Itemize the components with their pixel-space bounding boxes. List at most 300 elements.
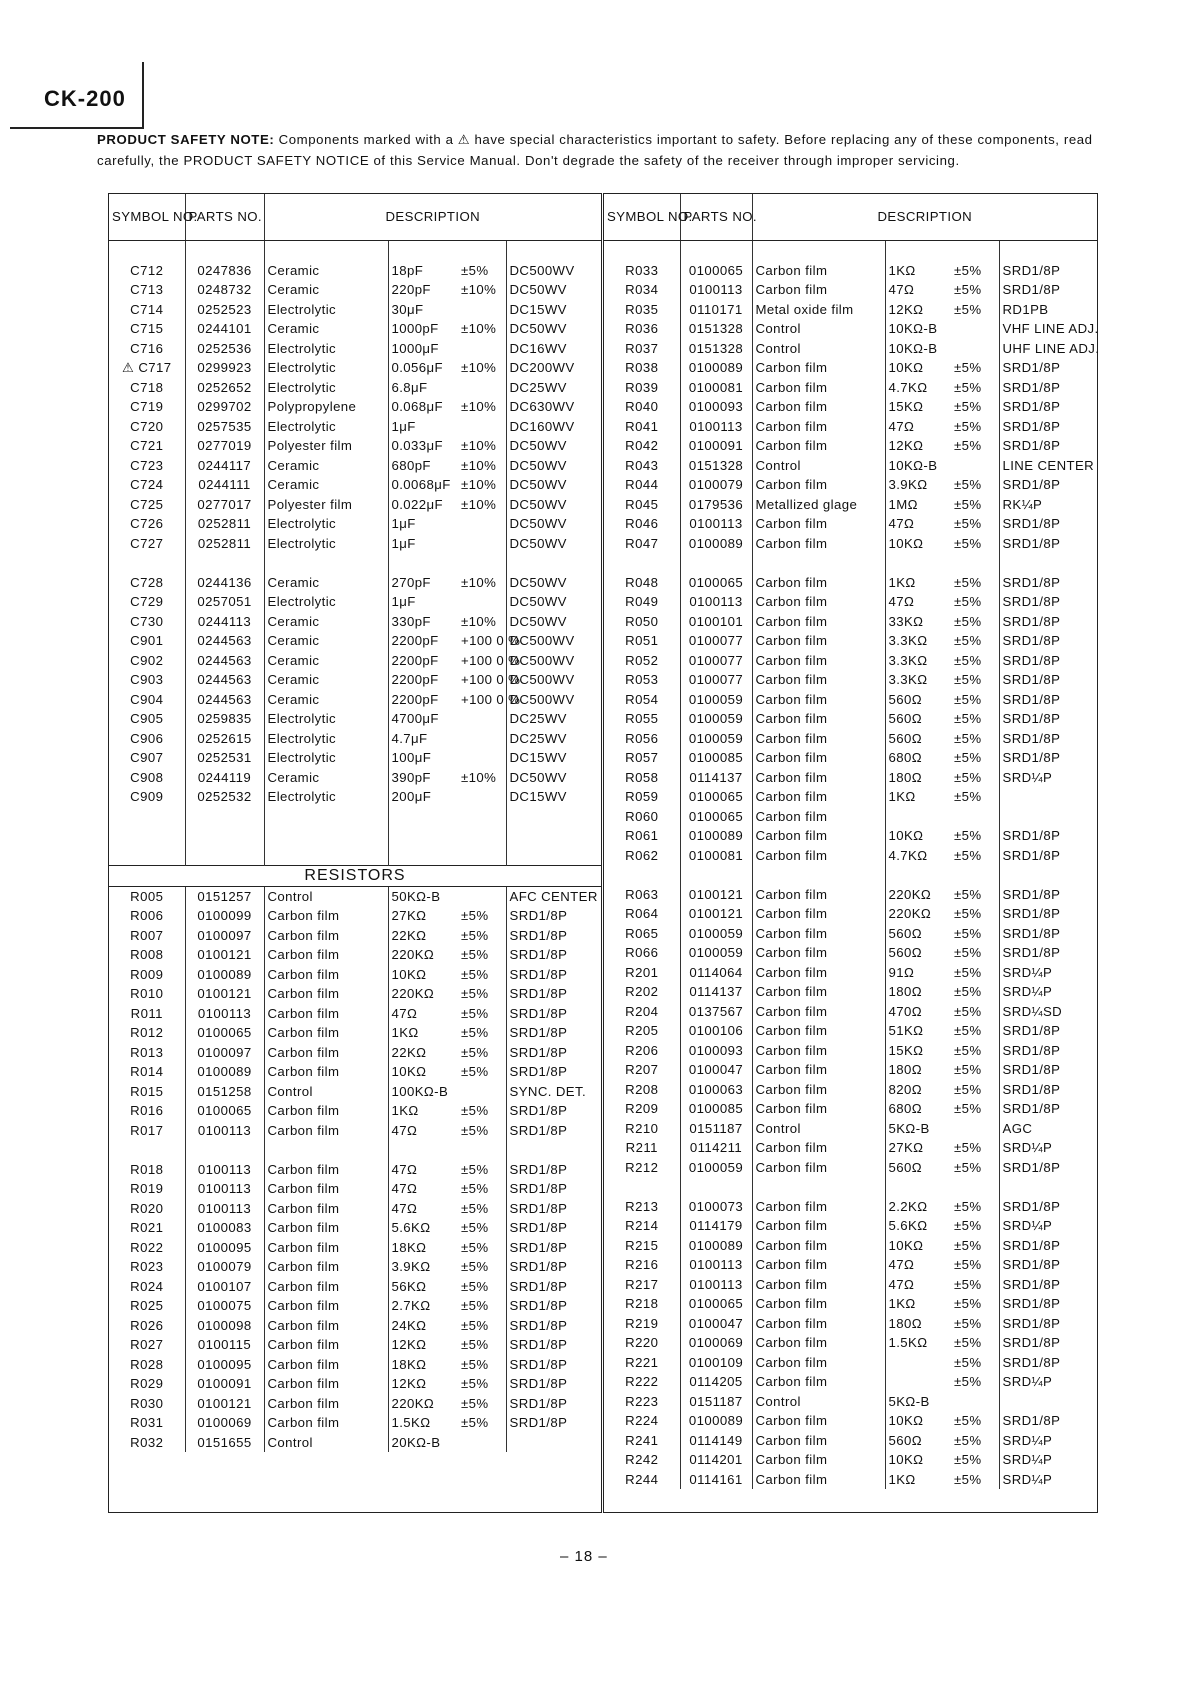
value-cell: 5KΩ-B <box>888 1120 930 1136</box>
value-cell: 2200pF <box>391 672 439 687</box>
part-type-cell: Carbon film <box>752 1041 885 1061</box>
description-column-header: DESCRIPTION <box>752 194 1097 241</box>
rating-cell: DC50WV <box>509 613 567 629</box>
part-type-cell: Ceramic <box>264 631 388 651</box>
part-number-cell: 0100069 <box>185 1413 264 1433</box>
rating-cell <box>506 1433 601 1453</box>
part-type-cell: Carbon film <box>264 1218 388 1238</box>
part-number-cell: 0151187 <box>680 1119 752 1139</box>
tolerance-cell <box>458 378 506 398</box>
part-row <box>604 670 1097 690</box>
spacer-cell <box>458 826 506 846</box>
part-type-cell: Carbon film <box>264 1179 388 1199</box>
part-number-cell: 0100065 <box>185 1023 264 1043</box>
rating-cell: SRD1/8P <box>1002 1296 1061 1311</box>
tolerance-cell: ±5% <box>951 651 999 671</box>
value-cell: 0.022μF <box>391 496 443 512</box>
symbol-cell: C909 <box>109 787 185 807</box>
symbol-cell: R213 <box>604 1197 680 1217</box>
tolerance-cell: ±5% <box>951 1041 999 1061</box>
part-row <box>109 729 601 749</box>
symbol-cell: R009 <box>109 965 185 985</box>
part-type-cell: Carbon film <box>752 1470 885 1490</box>
tolerance-cell: ±5% <box>951 573 999 593</box>
part-number-cell: 0100059 <box>680 709 752 729</box>
part-number-cell: 0259835 <box>185 709 264 729</box>
symbol-cell: C716 <box>109 339 185 359</box>
spacer-cell <box>109 826 185 846</box>
part-row <box>109 339 601 359</box>
rating-cell: SRD1/8P <box>1002 1335 1061 1350</box>
symbol-cell: R062 <box>604 846 680 866</box>
tolerance-cell: ±5% <box>951 1138 999 1158</box>
rating-cell: DC25WV <box>509 379 567 395</box>
rating-cell: SRD1/8P <box>1002 750 1061 765</box>
part-row <box>604 1411 1097 1431</box>
rating-cell: SRD1/8P <box>1002 633 1061 648</box>
symbol-cell: R015 <box>109 1082 185 1102</box>
part-number-cell: 0100095 <box>185 1238 264 1258</box>
tolerance-cell: ±5% <box>458 906 506 926</box>
part-type-cell: Polyester film <box>264 436 388 456</box>
part-row <box>604 475 1097 495</box>
part-number-cell: 0100093 <box>680 1041 752 1061</box>
value-cell: 18KΩ <box>391 1239 427 1255</box>
value-cell: 560Ω <box>888 711 922 726</box>
value-cell: 1000pF <box>391 321 439 336</box>
symbol-cell: R014 <box>109 1062 185 1082</box>
symbol-cell: R060 <box>604 807 680 827</box>
spacer-cell <box>999 553 1097 573</box>
part-number-cell: 0114137 <box>680 982 752 1002</box>
rating-cell: SRD1/8P <box>1002 672 1061 687</box>
tolerance-cell <box>458 787 506 807</box>
value-cell: 4.7μF <box>391 730 428 746</box>
part-type-cell: Carbon film <box>752 1372 885 1392</box>
part-number-cell: 0100079 <box>185 1257 264 1277</box>
rating-cell: DC50WV <box>509 321 567 336</box>
spacer-row <box>109 553 601 573</box>
tolerance-cell: ±5% <box>951 963 999 983</box>
value-cell: 560Ω <box>888 925 922 941</box>
value-cell: 0.056μF <box>391 360 443 375</box>
part-number-cell: 0100065 <box>680 261 752 281</box>
part-row <box>604 1314 1097 1334</box>
part-row <box>604 748 1097 768</box>
part-type-cell: Electrolytic <box>264 417 388 437</box>
part-type-cell: Carbon film <box>752 748 885 768</box>
part-row <box>109 1374 601 1394</box>
part-row <box>604 846 1097 866</box>
part-row <box>109 1199 601 1219</box>
rating-cell: SRD1/8P <box>509 1239 568 1255</box>
tolerance-cell: ±5% <box>458 1121 506 1141</box>
part-type-cell: Ceramic <box>264 573 388 593</box>
symbol-cell: R242 <box>604 1450 680 1470</box>
value-cell: 27KΩ <box>888 1140 924 1155</box>
part-row <box>109 280 601 300</box>
part-number-cell: 0100089 <box>680 358 752 378</box>
part-row <box>109 1335 601 1355</box>
part-row <box>109 456 601 476</box>
value-cell: 47Ω <box>888 282 915 297</box>
rating-cell: AFC CENTER <box>509 888 598 904</box>
part-number-cell: 0100121 <box>185 1394 264 1414</box>
tolerance-cell: ±5% <box>951 514 999 534</box>
value-cell: 100μF <box>391 750 432 765</box>
part-row <box>604 417 1097 437</box>
part-type-cell: Control <box>752 1392 885 1412</box>
symbol-cell: R241 <box>604 1431 680 1451</box>
symbol-cell: R066 <box>604 943 680 963</box>
value-cell: 51KΩ <box>888 1023 924 1038</box>
part-type-cell: Carbon film <box>264 965 388 985</box>
symbol-cell: R007 <box>109 926 185 946</box>
tolerance-cell: ±5% <box>458 1355 506 1375</box>
symbol-cell: R054 <box>604 690 680 710</box>
value-cell: 560Ω <box>888 691 922 707</box>
rating-cell: UHF LINE ADJ. <box>1002 340 1100 356</box>
part-type-cell: Carbon film <box>752 514 885 534</box>
part-type-cell: Carbon film <box>264 1413 388 1433</box>
symbol-cell: C718 <box>109 378 185 398</box>
rating-cell: SRD1/8P <box>509 1200 568 1216</box>
part-row <box>109 397 601 417</box>
value-cell: 220KΩ <box>391 947 435 962</box>
tolerance-cell: ±5% <box>951 436 999 456</box>
value-cell: 47Ω <box>391 1122 418 1138</box>
tolerance-cell: ±10% <box>458 397 506 417</box>
part-type-cell: Carbon film <box>264 1374 388 1394</box>
tolerance-cell: ±10% <box>458 436 506 456</box>
spacer-cell <box>752 553 885 573</box>
value-cell: 1KΩ <box>391 1103 419 1118</box>
tolerance-cell <box>458 1433 506 1453</box>
rating-cell: SRD1/8P <box>1002 399 1061 414</box>
part-type-cell: Carbon film <box>752 1236 885 1256</box>
part-number-cell: 0252811 <box>185 514 264 534</box>
part-type-cell: Carbon film <box>752 807 885 827</box>
part-number-cell: 0100059 <box>680 924 752 944</box>
symbol-cell: R040 <box>604 397 680 417</box>
part-type-cell: Control <box>752 456 885 476</box>
part-number-cell: 0100113 <box>185 1121 264 1141</box>
part-row <box>109 1043 601 1063</box>
spacer-cell <box>264 1140 388 1160</box>
part-row <box>604 982 1097 1002</box>
rating-cell: DC500WV <box>509 633 575 648</box>
tolerance-cell: ±5% <box>951 495 999 515</box>
part-row <box>604 943 1097 963</box>
spacer-cell <box>752 865 885 885</box>
part-row <box>109 1355 601 1375</box>
part-number-cell: 0100063 <box>680 1080 752 1100</box>
part-number-cell: 0100091 <box>680 436 752 456</box>
value-cell: 180Ω <box>888 984 922 999</box>
value-cell: 1μF <box>391 535 416 551</box>
symbol-cell: C908 <box>109 768 185 788</box>
part-row <box>604 729 1097 749</box>
model-title: CK-200 <box>44 86 126 111</box>
spacer-cell <box>506 826 601 846</box>
tolerance-cell: ±5% <box>951 1333 999 1353</box>
rating-cell: SRD¼P <box>1002 1374 1053 1389</box>
part-number-cell: 0257051 <box>185 592 264 612</box>
part-number-cell: 0252532 <box>185 787 264 807</box>
part-type-cell: Polyester film <box>264 495 388 515</box>
rating-cell: SRD1/8P <box>1002 730 1061 746</box>
tolerance-cell: ±5% <box>951 534 999 554</box>
symbol-cell: R048 <box>604 573 680 593</box>
tolerance-cell: ±5% <box>951 748 999 768</box>
tolerance-cell: ±5% <box>951 1002 999 1022</box>
symbol-column-header: SYMBOL NO. <box>604 194 680 241</box>
symbol-cell: R046 <box>604 514 680 534</box>
rating-cell: SRD1/8P <box>1002 379 1061 395</box>
part-type-cell: Electrolytic <box>264 787 388 807</box>
symbol-cell: R207 <box>604 1060 680 1080</box>
part-type-cell: Carbon film <box>752 1197 885 1217</box>
part-row <box>604 1216 1097 1236</box>
section-title: RESISTORS <box>109 866 601 887</box>
rating-cell <box>999 807 1097 827</box>
tolerance-cell: ±5% <box>951 1353 999 1373</box>
rating-cell: SRD1/8P <box>1002 1276 1061 1292</box>
spacer-cell <box>185 553 264 573</box>
part-row <box>604 826 1097 846</box>
part-number-cell: 0100113 <box>185 1179 264 1199</box>
part-number-cell: 0100113 <box>680 514 752 534</box>
part-row <box>109 417 601 437</box>
symbol-cell: R244 <box>604 1470 680 1490</box>
tolerance-cell: ±10% <box>458 495 506 515</box>
spacer-row <box>604 865 1097 885</box>
tolerance-cell: ±5% <box>951 690 999 710</box>
part-number-cell: 0100093 <box>680 397 752 417</box>
rating-cell: SRD1/8P <box>509 966 568 982</box>
part-type-cell: Carbon film <box>264 1101 388 1121</box>
value-cell: 3.9KΩ <box>888 477 928 492</box>
part-row <box>109 495 601 515</box>
part-type-cell: Carbon film <box>752 261 885 281</box>
part-type-cell: Control <box>264 886 388 906</box>
tolerance-cell <box>951 807 999 827</box>
tolerance-cell: ±5% <box>951 709 999 729</box>
part-number-cell: 0100121 <box>185 984 264 1004</box>
tolerance-cell: ±5% <box>458 1316 506 1336</box>
part-row <box>109 1160 601 1180</box>
tolerance-cell: ±5% <box>951 300 999 320</box>
part-row <box>604 1002 1097 1022</box>
value-cell: 2200pF <box>391 652 439 668</box>
rating-cell: SRD1/8P <box>509 1376 568 1391</box>
spacer-row <box>109 826 601 846</box>
value-cell: 2200pF <box>391 691 439 707</box>
tolerance-cell: ±5% <box>951 924 999 944</box>
symbol-cell: C719 <box>109 397 185 417</box>
symbol-cell: R224 <box>604 1411 680 1431</box>
tolerance-cell: ±5% <box>458 1238 506 1258</box>
part-row <box>109 573 601 593</box>
tolerance-cell: ±5% <box>951 729 999 749</box>
tolerance-cell: ±5% <box>951 943 999 963</box>
rating-cell: DC25WV <box>509 711 567 726</box>
part-row <box>109 1433 601 1453</box>
symbol-cell: R026 <box>109 1316 185 1336</box>
part-row <box>109 1413 601 1433</box>
part-number-cell: 0247836 <box>185 261 264 281</box>
part-type-cell: Carbon film <box>752 592 885 612</box>
rating-cell: SRD1/8P <box>1002 438 1061 453</box>
part-type-cell: Ceramic <box>264 768 388 788</box>
part-type-cell: Carbon film <box>752 826 885 846</box>
part-row <box>109 378 601 398</box>
parts-column-header: PARTS NO. <box>185 194 264 241</box>
symbol-cell: R051 <box>604 631 680 651</box>
spacer-cell <box>458 846 506 866</box>
symbol-cell: R216 <box>604 1255 680 1275</box>
value-cell: 15KΩ <box>888 399 924 414</box>
part-type-cell: Carbon film <box>752 904 885 924</box>
tolerance-cell: ±5% <box>458 1394 506 1414</box>
part-type-cell: Carbon film <box>752 787 885 807</box>
value-cell: 1μF <box>391 516 416 531</box>
part-type-cell: Metallized glage <box>752 495 885 515</box>
spacer-cell <box>388 846 458 866</box>
tolerance-cell: ±5% <box>951 826 999 846</box>
part-row <box>109 886 601 906</box>
spacer-cell <box>885 241 951 261</box>
part-number-cell: 0114201 <box>680 1450 752 1470</box>
tolerance-cell <box>458 592 506 612</box>
part-row <box>109 1277 601 1297</box>
tolerance-cell: ±5% <box>458 1062 506 1082</box>
value-cell: 0.0068μF <box>391 477 451 492</box>
tolerance-cell: ±5% <box>951 1431 999 1451</box>
value-cell: 10KΩ <box>888 360 924 375</box>
symbol-cell: R006 <box>109 906 185 926</box>
part-row <box>109 1218 601 1238</box>
part-type-cell: Carbon film <box>752 475 885 495</box>
tolerance-cell: ±5% <box>951 846 999 866</box>
rating-cell: SRD1/8P <box>1002 1062 1061 1077</box>
part-row <box>604 1041 1097 1061</box>
part-type-cell: Carbon film <box>752 1138 885 1158</box>
part-type-cell: Electrolytic <box>264 592 388 612</box>
symbol-cell: R050 <box>604 612 680 632</box>
part-type-cell: Carbon film <box>752 1314 885 1334</box>
rating-cell: SRD1/8P <box>1002 535 1061 551</box>
spacer-cell <box>506 241 601 261</box>
tolerance-cell: ±5% <box>458 1023 506 1043</box>
part-number-cell: 0100095 <box>185 1355 264 1375</box>
symbol-cell: C713 <box>109 280 185 300</box>
symbol-cell: R011 <box>109 1004 185 1024</box>
part-type-cell: Carbon film <box>752 612 885 632</box>
symbol-cell: R031 <box>109 1413 185 1433</box>
spacer-cell <box>752 241 885 261</box>
part-type-cell: Electrolytic <box>264 534 388 554</box>
value-cell: 1KΩ <box>391 1025 419 1040</box>
spacer-cell <box>885 553 951 573</box>
value-cell: 560Ω <box>888 1159 922 1175</box>
part-number-cell: 0151328 <box>680 319 752 339</box>
rating-cell: SRD1/8P <box>1002 847 1061 863</box>
part-row <box>109 748 601 768</box>
part-row <box>604 495 1097 515</box>
value-cell: 18KΩ <box>391 1356 427 1372</box>
part-type-cell: Control <box>264 1433 388 1453</box>
part-number-cell: 0100081 <box>680 846 752 866</box>
symbol-cell: R038 <box>604 358 680 378</box>
part-type-cell: Carbon film <box>752 1255 885 1275</box>
part-type-cell: Carbon film <box>752 963 885 983</box>
title-rule-vertical <box>142 62 144 128</box>
part-number-cell: 0114161 <box>680 1470 752 1490</box>
part-number-cell: 0100089 <box>680 1236 752 1256</box>
part-type-cell: Carbon film <box>752 573 885 593</box>
spacer-cell <box>506 846 601 866</box>
rating-cell: AGC <box>1002 1120 1033 1136</box>
symbol-cell: R222 <box>604 1372 680 1392</box>
rating-cell: SRD1/8P <box>1002 886 1061 902</box>
part-number-cell: 0100091 <box>185 1374 264 1394</box>
part-row <box>109 1296 601 1316</box>
spacer-cell <box>185 846 264 866</box>
symbol-cell: C720 <box>109 417 185 437</box>
tolerance-cell: ±5% <box>951 1294 999 1314</box>
tolerance-cell: ±10% <box>458 280 506 300</box>
value-cell: 560Ω <box>888 945 922 960</box>
part-row <box>604 300 1097 320</box>
symbol-cell: R036 <box>604 319 680 339</box>
part-type-cell: Carbon film <box>264 984 388 1004</box>
symbol-cell: ⚠ C717 <box>109 358 185 378</box>
spacer-cell <box>951 1177 999 1197</box>
symbol-cell: R065 <box>604 924 680 944</box>
value-cell: 100KΩ-B <box>391 1083 449 1099</box>
symbol-cell: R220 <box>604 1333 680 1353</box>
tolerance-cell <box>458 534 506 554</box>
safety-note-text-1: Components marked with a <box>274 132 458 147</box>
part-row <box>109 1238 601 1258</box>
tolerance-cell: ±5% <box>951 670 999 690</box>
part-type-cell: Carbon film <box>264 1199 388 1219</box>
symbol-cell: R039 <box>604 378 680 398</box>
part-row <box>604 573 1097 593</box>
symbol-cell: R022 <box>109 1238 185 1258</box>
part-number-cell: 0100113 <box>680 592 752 612</box>
rating-cell: SRD1/8P <box>509 1181 568 1196</box>
rating-cell: DC500WV <box>509 691 575 707</box>
part-row <box>109 612 601 632</box>
tolerance-cell: ±5% <box>951 417 999 437</box>
rating-cell: SRD1/8P <box>1002 1257 1061 1272</box>
rating-cell: SRD1/8P <box>1002 925 1061 941</box>
tolerance-cell: ±5% <box>951 592 999 612</box>
part-row <box>109 651 601 671</box>
symbol-cell: R019 <box>109 1179 185 1199</box>
warning-triangle-icon: ⚠ <box>457 132 471 147</box>
part-row <box>604 631 1097 651</box>
spacer-cell <box>185 1140 264 1160</box>
value-cell: 47Ω <box>888 594 915 609</box>
value-cell: 15KΩ <box>888 1042 924 1058</box>
spacer-cell <box>506 1140 601 1160</box>
part-type-cell: Carbon film <box>752 885 885 905</box>
tolerance-cell: ±5% <box>951 612 999 632</box>
part-row <box>604 1236 1097 1256</box>
